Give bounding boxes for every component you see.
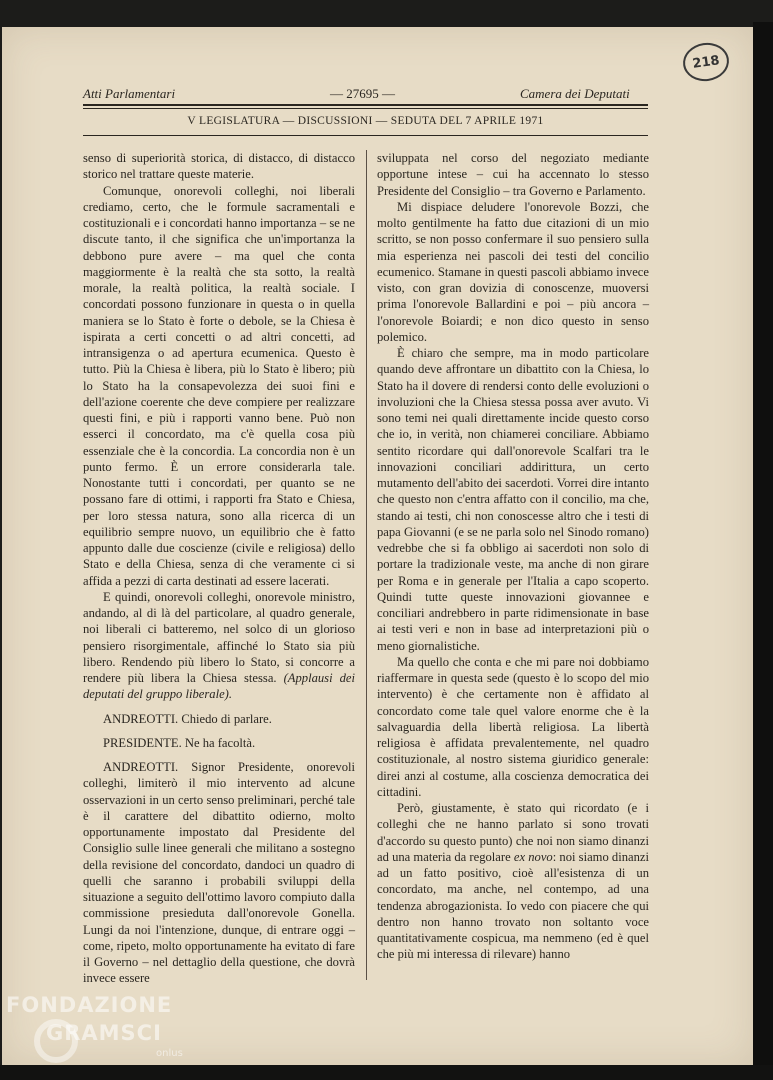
paragraph: È chiaro che sempre, ma in modo particolare quando deve affrontare un dibattito con la Chiesa, lo Stato ha il dovere di rendersi conto delle evoluzioni o involuzioni che la Chiesa stessa possa aver avuto. Vi sono temi nei quali direttamente incide questo corso che io, in verità, non chiamerei conciliare. Abbiamo sentito ricordare qui dall'onorevole Scalfari tra le innovazioni conciliari addirittura, un certo mutamento dell'abito dei sacerdoti. Vorrei dire intanto che questo non c'entra affatto con il concilio, ma che, stando ai testi, chi non conoscesse altro che i testi di papa Giovanni (e se ne parla solo nel Sinodo romano) vedrebbe che si fa obbligo ai sacerdoti non solo di portare la tradizionale veste, ma anche di non girare per Roma e in generale per l'Italia a capo scoperto. Quindi tutte queste innovazioni giovannee e conciliari andrebbero in parte ridimensionate in base ai testi veri e non in base ad interpretazioni più o meno giornalistiche.	[377, 346, 649, 653]
latin-phrase: ex novo	[513, 849, 553, 864]
paragraph: Comunque, onorevoli colleghi, noi liberali crediamo, certo, che le formule sacramentali e costituzionali e i concordati hanno importanza – se ne discute tanto, il che significa che un'importanza la debbono pure avere – ma quel che conta maggiormente è la realtà che sta sotto, la realtà morale, la realtà politica, la realtà sociale. I concordati possono funzionare in questa o in quella maniera se lo Stato è forte o debole, se la Chiesa è ispirata a certi concetti o ad altri concetti, ad intransigenza o ad apertura ecumenica. Questo è tutto. Più la Chiesa è libera, più lo Stato è libero; più lo Stato ha la consapevolezza dei suoi fini e dell'azione coerente che deve compiere per realizzare questi fini, e più i rapporti vanno bene. Può non esserci il concordato, ma c'è quella cosa più essenziale che è la concordia. La concordia non è un punto fermo. È un errore considerarla tale. Nonostante tutti i concordati, per quanto se ne possano fare di ottimi, i rapporti fra Stato e Chiesa, per loro stessa natura, sono alla ricerca di un equilibrio sempre nuovo, un equilibrio che è fatto appunto dalle due coscienze (civile e religiosa) dello Stato e della Chiesa, senza di che veramente ci si affida a pezzi di carta destinati ad essere lacerati.	[83, 183, 355, 588]
paragraph: Mi dispiace deludere l'onorevole Bozzi, che molto gentilmente ha fatto due citazioni di un mio scritto, se non posso confermare il suo pensiero sulla mia esperienza nei pascoli dei testi del concilio ecumenico. Stamane in questi pascoli abbiamo invece visto, con gran dovizia di conoscenze, muoversi prima l'onorevole Ballardini e poi – più ancora – l'onorevole Boiardi; e non dico questo in senso polemico.	[377, 199, 649, 344]
watermark-line2: GRAMSCI	[46, 1021, 162, 1045]
header-rule-thin	[83, 108, 648, 109]
scan-border-right	[753, 22, 773, 1080]
left-column	[83, 150, 355, 987]
right-column	[377, 150, 649, 963]
header-left: Atti Parlamentari	[83, 86, 176, 101]
speaker-line: ANDREOTTI. Chiedo di parlare.	[103, 711, 272, 726]
speaker-line: PRESIDENTE. Ne ha facoltà.	[103, 735, 256, 750]
paragraph-text: Però, giustamente, è stato qui ricordato (e i colleghi che ne hanno parlato si sono trovati d'accordo su questo punto) che noi non siamo dinanzi ad una materia da regolare	[377, 801, 649, 864]
paragraph: senso di superiorità storica, di distacco, di distacco storico nel trattare queste materie.	[83, 151, 355, 182]
paragraph	[83, 589, 355, 703]
watermark-line1: FONDAZIONE	[6, 993, 173, 1017]
page-number-stamp: 218	[681, 40, 732, 84]
paragraph-text: : noi siamo dinanzi ad un fatto positivo, cioè all'esistenza di un concordato, ma anche, nel contempo, ad una tendenza abrogazionista. Io vedo con piacere che qui dentro non hanno trovato non soltanto voce quantitativamente cospicua, ma nemmeno (ed è quel che più mi interessa di rilevare) hanno	[377, 849, 649, 962]
paragraph: ANDREOTTI. Signor Presidente, onorevoli colleghi, limiterò il mio intervento ad alcune osservazioni in un certo senso preliminari, perché tale è il carattere del dibattito odierno, molto opportunamente impostato dal Presidente del Consiglio sulle linee generali che militano a sostegno della revisione del concordato, dandoci un quadro di quelli che saranno i probabili sviluppi della situazione a seguito dell'ottimo lavoro compiuto dalla commissione presieduta dall'onorevole Gonella. Lungi da noi l'intenzione, dunque, di entrare oggi – come, ripeto, molto opportunamente ha evitato di fare il Governo – nel dettaglio della questione, che dovrà invece essere	[83, 760, 355, 986]
applause-note: (Applausi dei deputati del gruppo liberale).	[83, 671, 355, 702]
column-divider	[366, 150, 367, 980]
header-page-number: — 27695 —	[330, 86, 395, 101]
paragraph: sviluppata nel corso del negoziato mediante opportune intese – cui ha accennato lo stesso Presidente del Consiglio – tra Governo e Parlamento.	[377, 151, 649, 198]
header-right: Camera dei Deputati	[520, 86, 630, 101]
paragraph	[377, 800, 649, 963]
scan-border-bottom	[0, 1065, 773, 1080]
paragraph-text: E quindi, onorevoli colleghi, onorevole ministro, andando, al di là del particolare, al quadro generale, noi liberali ci batteremo, nel solco di un glorioso pensiero risorgimentale, affinché lo Stato sia più libero. Rendendo più libero lo Stato, si concorre a rendere più libera la Chiesa stessa.	[83, 589, 355, 685]
session-rule	[83, 135, 648, 136]
header-rule	[83, 104, 648, 106]
watermark-suffix: onlus	[156, 1048, 183, 1059]
paragraph: Ma quello che conta e che mi pare noi dobbiamo riaffermare in questa sede (questo è lo scopo del mio intervento) è che certamente non è affidato al concordato come tale quel valore enorme che è la salvaguardia della libertà religiosa. La libertà religiosa è affidata prevalentemente, nel quadro costituzionale, al nostro sistema giuridico generale: direi anzi al costume, alla coscienza democratica dei cittadini.	[377, 654, 649, 799]
session-header: V LEGISLATURA — DISCUSSIONI — SEDUTA DEL 7 APRILE 1971	[187, 115, 544, 127]
